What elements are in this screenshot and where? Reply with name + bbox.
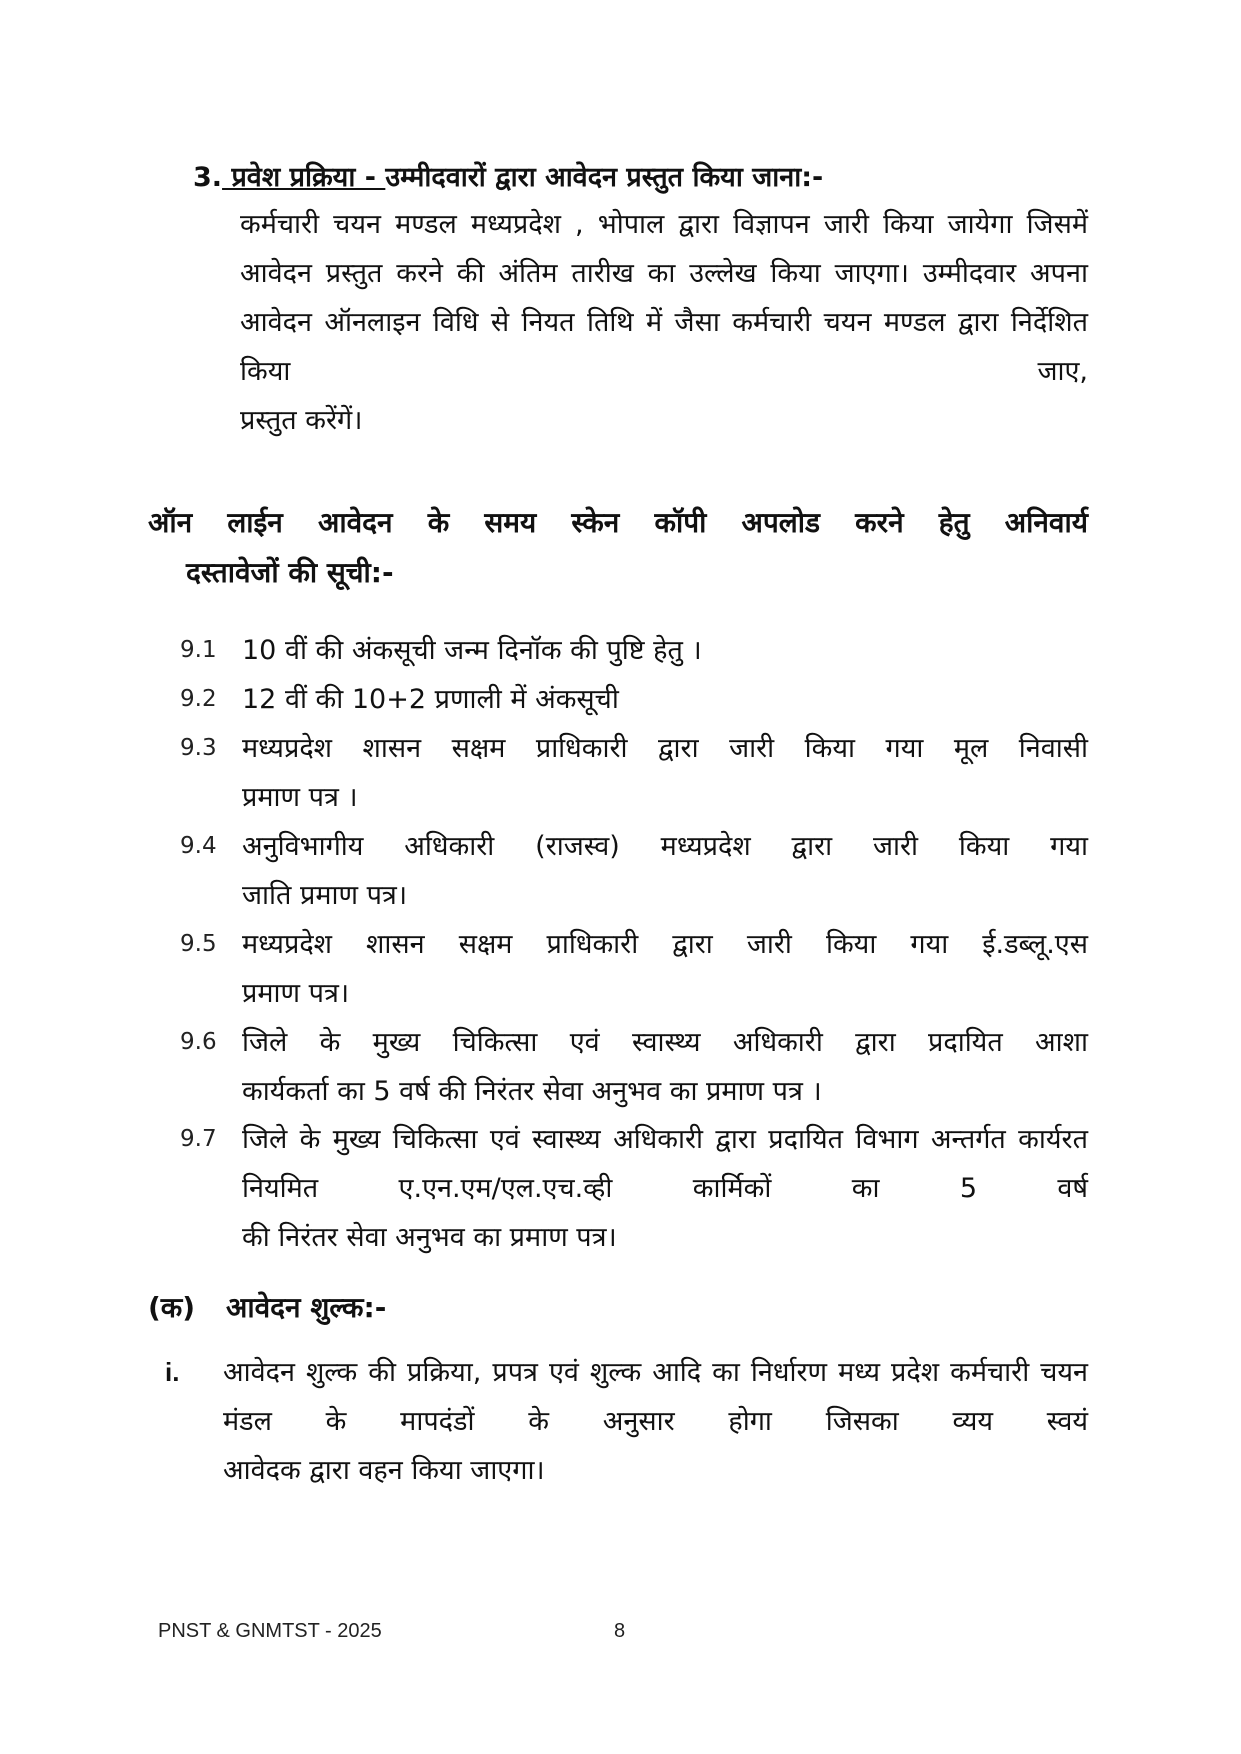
item-text-last-line: की निरंतर सेवा अनुभव का प्रमाण पत्र। <box>242 1222 617 1253</box>
item-text-last-line: प्रमाण पत्र । <box>242 782 358 813</box>
fee-marker: (क) <box>148 1291 196 1324</box>
item-text-last-line: जाति प्रमाण पत्र। <box>242 880 408 911</box>
fee-item-text: आवेदन शुल्क की प्रक्रिया, प्रपत्र एवं शुल्क आदि का निर्धारण मध्य प्रदेश कर्मचारी चयन मंडल के मापदंडों के अनुसार होगा जिसका व्यय स्वयं <box>223 1357 1088 1437</box>
list-item <box>180 626 1088 675</box>
item-number: 9.3 <box>180 735 217 761</box>
fee-item-last-line: आवेदक द्वारा वहन किया जाएगा। <box>223 1455 545 1486</box>
section-3-paragraph <box>240 200 1088 445</box>
item-number: 9.2 <box>180 686 217 712</box>
item-text: जिले के मुख्य चिकित्सा एवं स्वास्थ्य अधिकारी द्वारा प्रदायित आशा <box>242 1027 1088 1058</box>
item-text: जिले के मुख्य चिकित्सा एवं स्वास्थ्य अधिकारी द्वारा प्रदायित विभाग अन्तर्गत कार्यरत नियमित ए.एन.एम/एल.एच.व्ही कार्मिकों का 5 वर्ष <box>242 1124 1088 1204</box>
list-item <box>180 1018 1088 1116</box>
item-text: 12 वीं की 10+2 प्रणाली में अंकसूची <box>242 684 619 715</box>
fee-title: आवेदन शुल्क:- <box>226 1291 387 1324</box>
fee-item-marker: i. <box>165 1357 180 1387</box>
item-text: मध्यप्रदेश शासन सक्षम प्राधिकारी द्वारा जारी किया गया ई.डब्लू.एस <box>242 929 1088 960</box>
section-title-underlined: प्रवेश प्रक्रिया - <box>222 162 386 193</box>
item-number: 9.4 <box>180 833 217 859</box>
list-item <box>180 920 1088 1018</box>
item-text: अनुविभागीय अधिकारी (राजस्व) मध्यप्रदेश द्वारा जारी किया गया <box>242 831 1088 862</box>
section-title: उम्मीदवारों द्वारा आवेदन प्रस्तुत किया जाना:- <box>385 162 824 193</box>
item-text: मध्यप्रदेश शासन सक्षम प्राधिकारी द्वारा जारी किया गया मूल निवासी <box>242 733 1088 764</box>
section-3-heading <box>193 154 1013 202</box>
item-number: 9.1 <box>180 637 217 663</box>
item-number: 9.5 <box>180 931 217 957</box>
documents-heading-line-2: दस्तावेजों की सूची:- <box>186 556 394 589</box>
list-item <box>180 1115 1088 1262</box>
paragraph-text: कर्मचारी चयन मण्डल मध्यप्रदेश , भोपाल द्वारा विज्ञापन जारी किया जायेगा जिसमें आवेदन प्रस्तुत करने की अंतिम तारीख का उल्लेख किया जाएगा। उम्मीदवार अपना आवेदन ऑनलाइन विधि से नियत तिथि में जैसा कर्मचारी चयन मण्डल द्वारा निर्देशित किया जाए, <box>240 209 1088 387</box>
documents-heading-line-1: ऑन लाईन आवेदन के समय स्केन कॉपी अपलोड करने हेतु अनिवार्य <box>148 506 1088 539</box>
documents-list-heading <box>148 498 1088 598</box>
item-number: 9.6 <box>180 1029 217 1055</box>
item-number: 9.7 <box>180 1126 217 1152</box>
paragraph-last-line: प्रस्तुत करेंगें। <box>240 405 363 436</box>
list-item <box>180 724 1088 822</box>
item-text-last-line: कार्यकर्ता का 5 वर्ष की निरंतर सेवा अनुभव का प्रमाण पत्र । <box>242 1076 822 1107</box>
list-item <box>180 675 1088 724</box>
footer-title: PNST & GNMTST - 2025 <box>158 1620 382 1642</box>
fee-heading <box>148 1283 386 1333</box>
section-number: 3. <box>193 162 223 193</box>
item-text-last-line: प्रमाण पत्र। <box>242 978 350 1009</box>
page-number: 8 <box>614 1620 626 1642</box>
item-text: 10 वीं की अंकसूची जन्म दिनॉक की पुष्टि हेतु । <box>242 635 702 666</box>
fee-list-item <box>165 1348 1088 1495</box>
list-item <box>180 822 1088 920</box>
